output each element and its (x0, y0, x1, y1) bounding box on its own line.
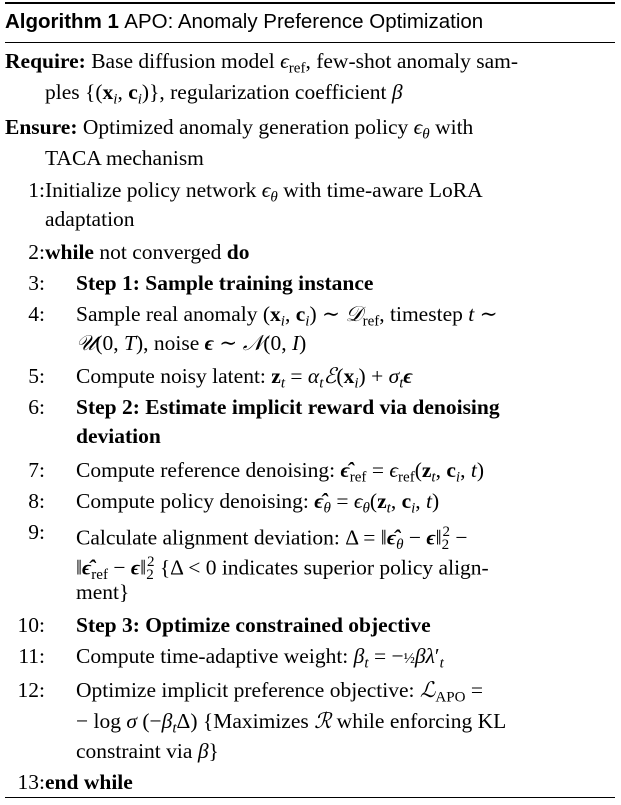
step-4-line-1: Sample real anomaly ($x_i$, $c_i$) ∼ 𝒟$_{ref}$, timestep t ∼ (76, 302, 498, 330)
top-rule (5, 2, 615, 4)
step-1-line-1: Initialize policy network $\epsilon_\theta$ with time-aware LoRA (45, 178, 483, 206)
step-12-line-1: Optimize implicit preference objective: ℒ$_{APO}$ = (76, 678, 483, 706)
step-number: 12: (17, 678, 45, 702)
do-keyword: do (226, 240, 250, 264)
step-number: 5: (28, 364, 45, 388)
step-number: 1: (28, 178, 45, 202)
algorithm-label: Algorithm 1 (5, 10, 119, 33)
step-number: 6: (28, 395, 45, 419)
ensure-keyword: Ensure: (5, 115, 78, 139)
require-keyword: Require: (5, 49, 86, 73)
require-text-1: Base diffusion model $\epsilon_{ref}$, few-shot anomaly sam- (91, 49, 519, 77)
caption-rule (5, 42, 615, 43)
step-9-line-2: $‖\epsilon̂_{ref}$ − $\epsilon‖_2^2$ {Δ < 0 indicates superior policy align- (76, 554, 489, 583)
step-4-line-2: 𝒰(0, T), noise ϵ ∼ 𝒩(0, I) (76, 331, 307, 355)
step-10-heading: Step 3: Optimize constrained objective (76, 613, 431, 637)
step-12-line-3: constraint via β} (76, 739, 219, 763)
step-3-heading: Step 1: Sample training instance (76, 271, 374, 295)
algorithm-block (5, 0, 615, 800)
step-number: 13: (17, 770, 45, 794)
step-7-line: Compute reference denoising: $\epsilon̂_{ref} = \epsilon_{ref}(z_t$, $c_i$, t) (76, 458, 484, 486)
algorithm-title: APO: Anomaly Preference Optimization (124, 10, 484, 33)
step-number: 9: (28, 520, 45, 544)
step-number: 10: (17, 613, 45, 637)
end-while-keyword: end while (45, 770, 133, 794)
step-number: 2: (28, 240, 45, 264)
require-line-2: ples {($x_i$, $c_i$)}, regularization coefficient β (45, 80, 403, 108)
while-keyword: while (45, 240, 94, 264)
step-9-line-1: Calculate alignment deviation: $\Delta = ‖\epsilon̂_\theta$ − $\epsilon‖_2^2$ − (76, 524, 468, 553)
step-8-line: Compute policy denoising: $\epsilon̂_\theta = \epsilon_\theta(z_t$, $c_i$, t) (76, 489, 440, 517)
step-number: 3: (28, 271, 45, 295)
algorithm-caption (5, 6, 483, 38)
step-6-heading-1: Step 2: Estimate implicit reward via denoising (76, 395, 500, 419)
step-11-line: Compute time-adaptive weight: $\beta_t$ = $-\frac{1}{2}\beta\lambda'_t$ (76, 644, 444, 672)
ensure-line-2: TACA mechanism (45, 146, 204, 170)
ensure-text-1: Optimized anomaly generation policy $\epsilon_\theta$ with (82, 115, 474, 143)
step-1-line-2: adaptation (45, 207, 135, 231)
bottom-rule (5, 797, 615, 798)
step-9-line-3: ment} (76, 580, 130, 604)
step-6-heading-2: deviation (76, 424, 161, 448)
step-number: 7: (28, 458, 45, 482)
step-5-line: Compute noisy latent: $z_t$ = $\alpha_tℰ(x_i) + \sigma_t\epsilon$ (76, 364, 413, 392)
step-2-line (45, 237, 249, 268)
step-number: 11: (18, 644, 45, 668)
step-number: 8: (28, 489, 45, 513)
step-number: 4: (28, 302, 45, 326)
while-condition: not converged (93, 240, 227, 264)
step-12-line-2: − log σ $(-\beta_t\Delta)$ {Maximizes ℛ while enforcing KL (76, 709, 507, 737)
